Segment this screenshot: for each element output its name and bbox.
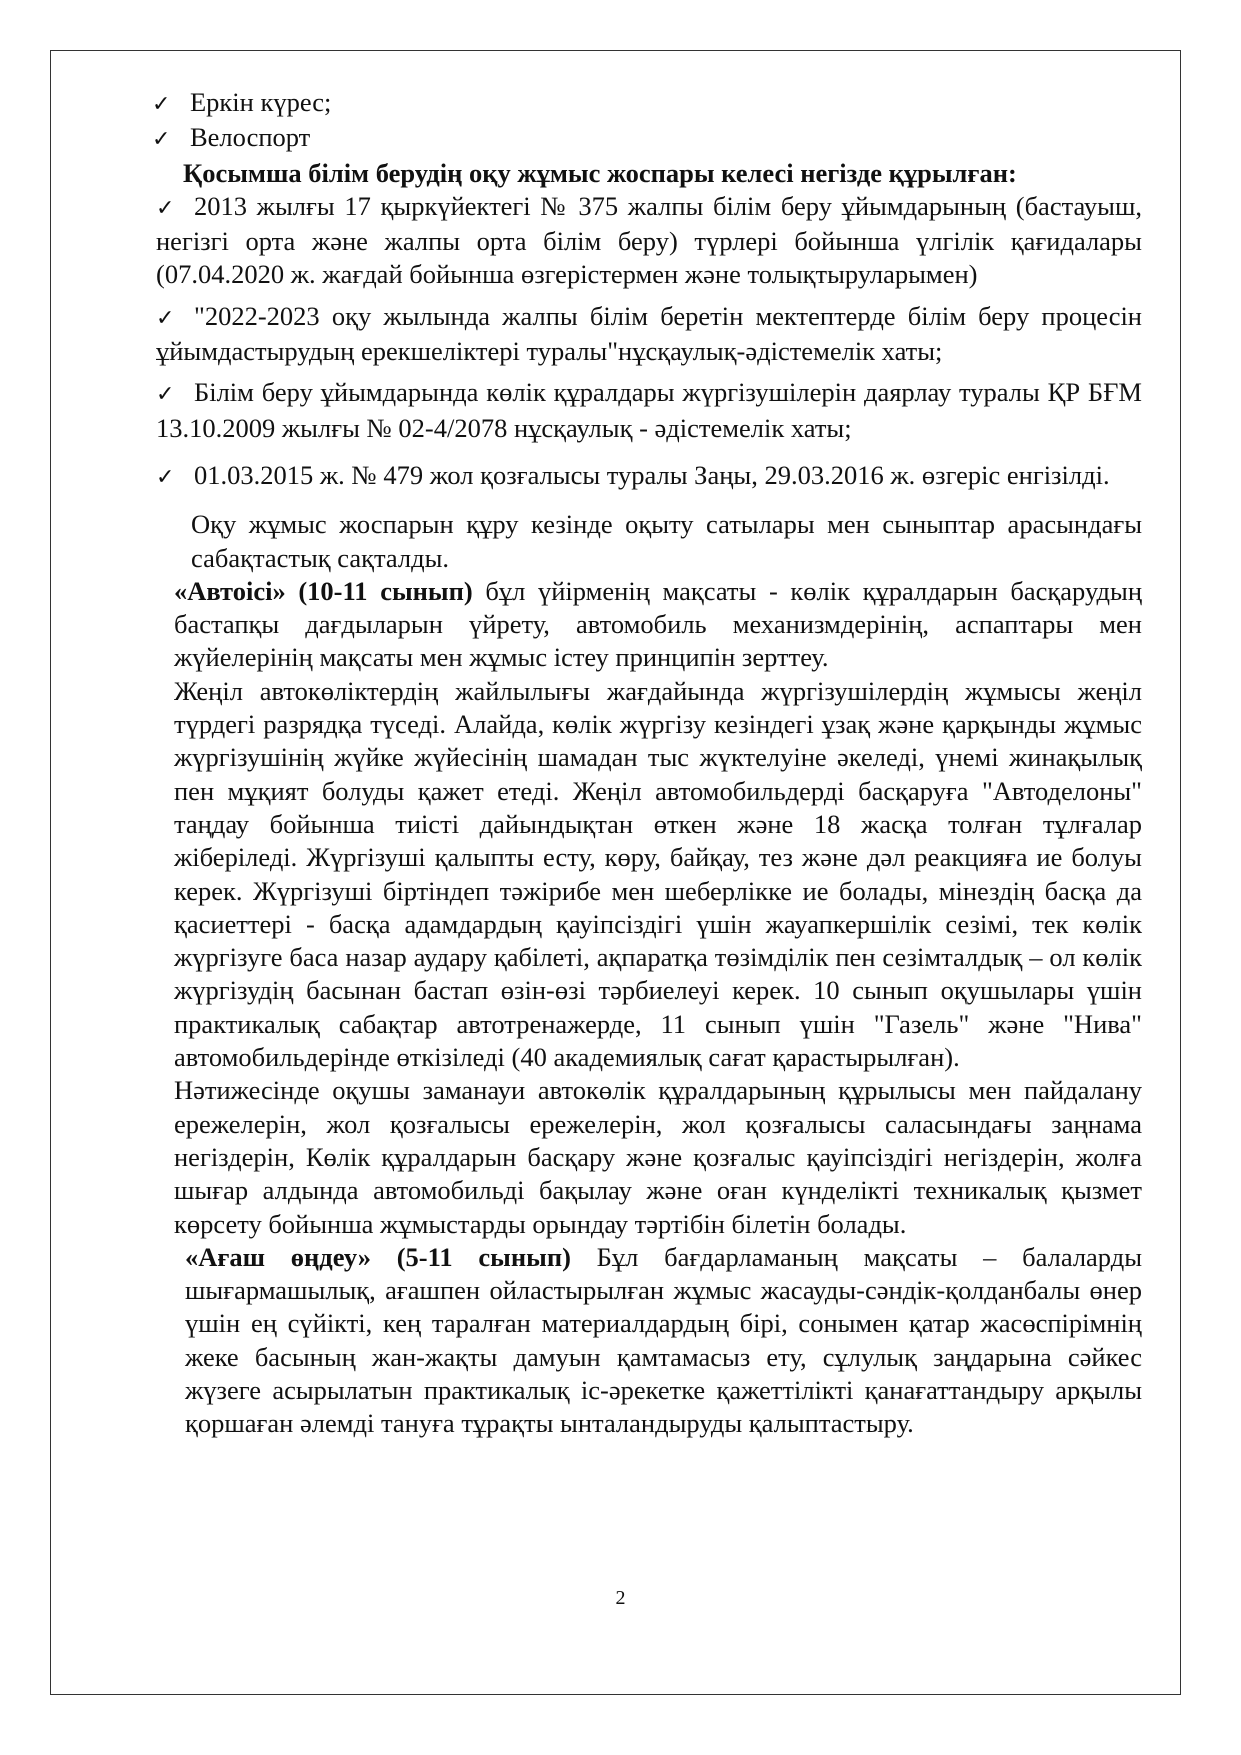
continuity-paragraph: Оқу жұмыс жоспарын құру кезінде оқыту сатылары мен сыныптар арасындағы сабақтастық сақталды. (191, 509, 1142, 573)
check-icon: ✓ (156, 305, 175, 331)
result-paragraph: Нәтижесінде оқушы заманауи автокөлік құралдарының құрылысы мен пайдалану ережелерін, жол қозғалысы ережелерін, жол қозғалысы саласындағы заңнама негіздерін, Көлік құралдарын басқару және қозғалыс қауіпсіздігі негіздерін, жолға шығар алдында автомобильді бақылау және оған күнделікті техникалық қызмет көрсету бойынша жұмыстарды орындау тәртібін білетін болады. (174, 1075, 1142, 1239)
document-body (116, 86, 1142, 1441)
check-icon: ✓ (156, 195, 175, 221)
light-vehicle-paragraph: Жеңіл автокөліктердің жайлылығы жағдайында жүргізушілердің жұмысы жеңіл түрдегі разрядқа түседі. Алайда, көлік жүргізу кезіндегі ұзақ және қарқынды жұмыс жүргізушінің жүйке жүйесінің шамадан тыс жүктелуіне әкеледі, үнемі жинақылық пен мұқият болуды қажет етеді. Жеңіл автомобильдерді басқаруға "Автоделоны" таңдау бойынша тиісті дайындықтан өткен және 18 жасқа толған тұлғалар жіберіледі. Жүргізуші қалыпты есту, көру, байқау, тез және дәл реакцияға ие болуы керек. Жүргізуші біртіндеп тәжірибе мен шеберлікке ие болады, мінездің басқа да қасиеттері - басқа адамдардың қауіпсіздігі үшін жауапкершілік сезімі, тек көлік жүргізуге баса назар аудару қабілеті, ақпаратқа төзімділік пен сезімталдық – ол көлік жүргізудің басынан бастап өзін-өзі тәрбиелеуі керек. 10 сынып оқушылары үшін практикалық сабақтар автотренажерде, 11 сынып үшін "Газель" және "Нива" автомобильдерінде өткізіледі (40 академиялық сағат қарастырылған). (174, 675, 1142, 1073)
basis-item: ✓ "2022-2023 оқу жылында жалпы білім беретін мектептерде білім беру процесін ұйымдастырудың ерекшеліктері туралы"нұсқаулық-әдістемелік хаты; (156, 300, 1142, 367)
check-icon: ✓ (152, 127, 171, 153)
basis-item: ✓ 01.03.2015 ж. № 479 жол қозғалысы туралы Заңы, 29.03.2016 ж. өзгеріс енгізілді. (116, 459, 1142, 494)
wood-paragraph: «Ағаш өңдеу» (5-11 сынып) Бұл бағдарламаның мақсаты – балаларды шығармашылық, ағашпен ойластырылған жұмыс жасауды-сәндік-қолданбалы өнер үшін ең сүйікті, кең таралған материалдардың бірі, сонымен қатар жасөспірімнің жеке басының жан-жақты дамуын қамтамасыз ету, сұлулық заңдарына сәйкес жүзеге асырылатын практикалық іс-әрекетке қажеттілікті қанағаттандыру арқылы қоршаған әлемді тануға тұрақты ынталандыруды қалыптастыру. (185, 1241, 1143, 1439)
page-number: 2 (615, 1587, 626, 1609)
basis-item: ✓ 2013 жылғы 17 қыркүйектегі № 375 жалпы білім беру ұйымдарының (бастауыш, негізгі орта және жалпы орта білім беру) түрлері бойынша үлгілік қағидалары (07.04.2020 ж. жағдай бойынша өзгерістермен және толықтыруларымен) (156, 190, 1142, 290)
bullet-item: ✓ Велоспорт (116, 121, 1142, 156)
auto-paragraph: «Автоісі» (10-11 сынып) бұл үйірменің мақсаты - көлік құралдарын басқарудың бастапқы дағдыларын үйрету, автомобиль механизмдерінің, аспаптары мен жүйелерінің мақсаты мен жұмыс істеу принципін зерттеу. (174, 575, 1142, 673)
check-icon: ✓ (156, 382, 175, 408)
check-icon: ✓ (156, 464, 175, 490)
bullet-item: ✓ Еркін күрес; (116, 86, 1142, 121)
check-icon: ✓ (152, 92, 171, 117)
basis-item: ✓ Білім беру ұйымдарында көлік құралдары жүргізушілерін даярлау туралы ҚР БҒМ 13.10.2009 жылғы № 02-4/2078 нұсқаулық - әдістемелік хаты; (156, 377, 1142, 443)
section-heading: Қосымша білім берудің оқу жұмыс жоспары келесі негізде құрылған: (183, 157, 1017, 188)
